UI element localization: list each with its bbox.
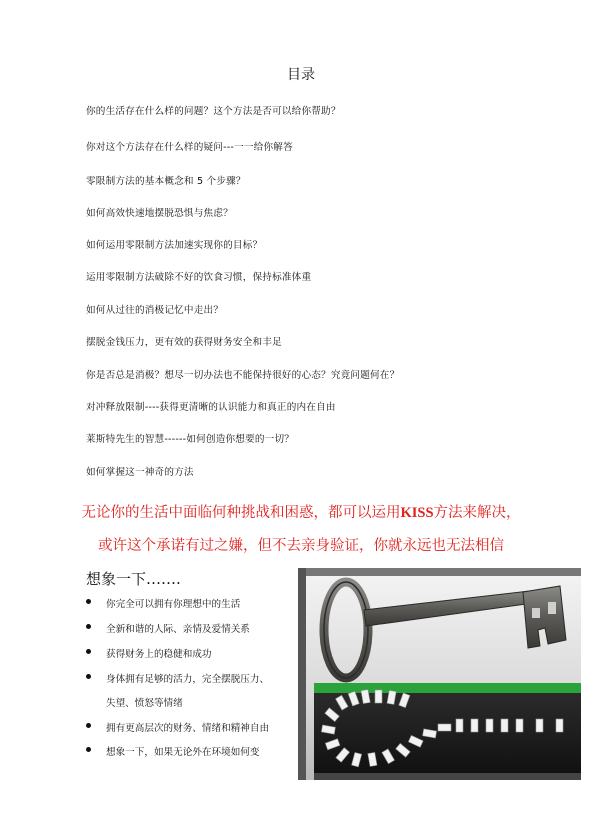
promise-statement-line-2: 或许这个承诺有过之嫌，但不去亲身验证，你就永远也无法相信 xyxy=(98,538,504,554)
list-item-text: 全新和谐的人际、亲情及爱情关系 xyxy=(106,624,250,635)
bullet-icon xyxy=(86,624,91,629)
toc-item: 摆脱金钱压力，更有效的获得财务安全和丰足 xyxy=(86,337,282,348)
toc-item: 你的生活存在什么样的问题？这个方法是否可以给你帮助？ xyxy=(86,106,341,117)
statement-text: 无论你的生活中面临何种挑战和困惑，都可以运用 xyxy=(81,505,401,521)
bullet-icon xyxy=(86,747,91,752)
toc-item: 如何掌握这一神奇的方法 xyxy=(86,467,194,478)
toc-item: 你是否总是消极？想尽一切办法也不能保持很好的心态？究竟问题何在？ xyxy=(86,370,400,381)
bullet-icon xyxy=(86,649,91,654)
kiss-emphasis: KISS xyxy=(400,505,434,521)
list-item-text: 获得财务上的稳健和成功 xyxy=(106,649,212,660)
imagine-heading: 想象一下……. xyxy=(86,570,181,588)
key-dominoes-image xyxy=(298,568,581,780)
list-item-text: 失望、愤怒等情绪 xyxy=(106,698,183,709)
bullet-icon xyxy=(86,674,91,679)
list-item-text: 身体拥有足够的活力，完全摆脱压力、 xyxy=(106,674,270,685)
toc-item: 你对这个方法存在什么样的疑问---一一给你解答 xyxy=(86,142,293,153)
toc-item: 如何高效快速地摆脱恐惧与焦虑？ xyxy=(86,208,233,219)
toc-item: 莱斯特先生的智慧------如何创造你想要的一切？ xyxy=(86,434,295,445)
bullet-icon xyxy=(86,599,91,604)
toc-item: 如何运用零限制方法加速实现你的目标？ xyxy=(86,240,263,251)
toc-item: 对冲释放限制----获得更清晰的认识能力和真正的内在自由 xyxy=(86,402,336,413)
promise-statement-line-1 xyxy=(0,501,602,522)
toc-item: 零限制方法的基本概念和 5 个步骤？ xyxy=(86,176,246,187)
page-title: 目录 xyxy=(287,67,315,83)
statement-text: 方法来解决， xyxy=(433,505,521,521)
list-item-text: 你完全可以拥有你理想中的生活 xyxy=(106,599,241,610)
bullet-icon xyxy=(86,723,91,728)
toc-item: 运用零限制方法破除不好的饮食习惯，保持标准体重 xyxy=(86,272,312,283)
list-item-text: 拥有更高层次的财务、情绪和精神自由 xyxy=(106,723,270,734)
list-item-text: 想象一下，如果无论外在环境如何变 xyxy=(106,747,260,758)
toc-item: 如何从过往的消极记忆中走出？ xyxy=(86,305,224,316)
